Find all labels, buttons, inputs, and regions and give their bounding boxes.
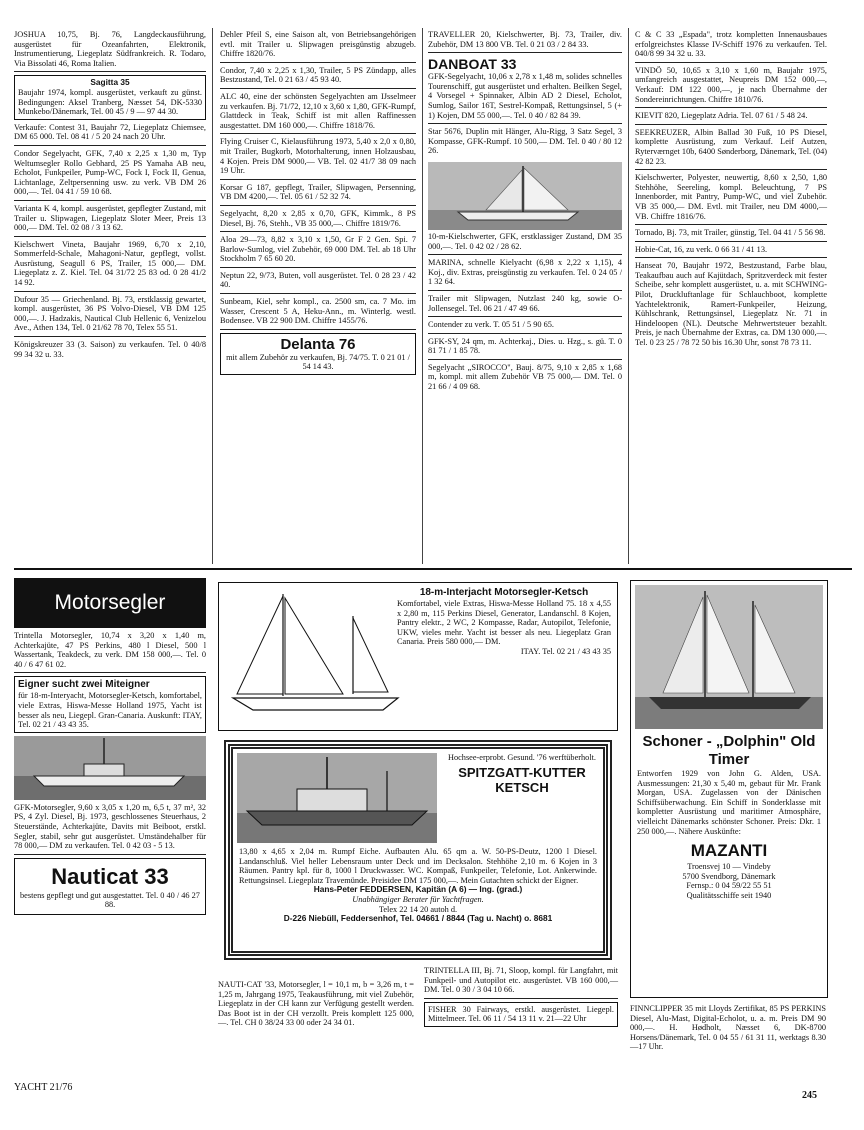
interjacht-text: Komfortabel, viele Extras, Hiswa-Messe Holland 75. 18 x 4,55 x 2,80 m, 115 Perkins Diesel, Generator, Landanschl. 8 Kojen, Pantry elektr., 2 WC, 2 Kompasse, Radar, Autopilot, Telefonie, UKW, vieles mehr. Yacht ist besser als neu. Liegeplatz Gran Canaria. Preis 580 000,— DM. xyxy=(397,599,611,647)
interjacht-contact: ITAY. Tel. 02 21 / 43 43 35 xyxy=(520,646,611,656)
classified-ad: ALC 40, eine der schönsten Segelyachten am IJsselmeer zu verkaufen. Bj. 71/72, 12,10 x 3,60 x 1,80, GFK-Rumpf, Glattdeck in Teak, Schiff ist mit allen Raffinessen ausgestattet. DM 160 000,—. Chiffre 1818/76. xyxy=(220,92,416,134)
motorsegler-photo xyxy=(14,736,206,800)
sailboat-photo xyxy=(428,162,622,230)
spitzgatt-dealer: Hans-Peter FEDDERSEN, Kapitän (A 6) — Ing. (grad.) xyxy=(313,884,523,895)
column-4 xyxy=(635,30,827,354)
classified-ad: MARINA, schnelle Kielyacht (6,98 x 2,22 x 1,15), 4 Koj., div. Extras, preisgünstig zu verkaufen. Tel. 0 24 05 / 1 32 64. xyxy=(428,258,622,291)
delanta-text: mit allem Zubehör zu verkaufen, Bj. 74/75. T. 0 21 01 / 54 14 43. xyxy=(226,352,410,372)
eigner-text: für 18-m-Interyacht, Motorsegler-Ketsch, komfortabel, viele Extras, Hiswa-Messe Holland 1975, Yacht ist besser als neu, Liegepl. Gran-Canaria. Auskunft: ITAY, Tel. 02 21 / 43 43 35. xyxy=(18,691,202,730)
classified-ad: Aloa 29—73, 8,82 x 3,10 x 1,50, Gr F 2 Gen. Spi. 7 Barlow-Sumlog, viel Zubehör, 69 000 DM. Tel. ab 18 Uhr Stockholm 7 65 60 20. xyxy=(220,235,416,268)
column-divider xyxy=(212,28,213,564)
classified-ad: Trailer mit Slipwagen, Nutzlast 240 kg, sowie O-Jollensegel. Tel. 06 21 / 47 49 66. xyxy=(428,294,622,317)
classified-ad: Condor, 7,40 x 2,25 x 1,30, Trailer, 5 PS Zündapp, alles Bestzustand, Tel. 0 21 63 / 45 93 40. xyxy=(220,66,416,89)
column-divider xyxy=(628,28,629,564)
column-2 xyxy=(220,30,416,378)
star-ad: Star 5676, Duplin mit Hänger, Alu-Rigg, 3 Satz Segel, 3 Kompasse, GFK-Rumpf. 10 500,— DM. Tel. 0 40 / 80 12 26. xyxy=(428,127,622,156)
classified-ad: VINDÖ 50, 10,65 x 3,10 x 1,60 m, Baujahr 1975, umfangreich ausgestattet, Neupreis DM 152 000,—, Verkauf: DM 122 000,—, je nach Übernahme der Sondereinrichtungen. Chiffre 1810/76. xyxy=(635,66,827,108)
spitzgatt-intro: Hochsee-erprobt. Gesund. '76 werftüberholt. xyxy=(447,753,597,762)
classified-ad: Dufour 35 — Griechenland. Bj. 73, erstklassig gewartet, kompl. ausgerüstet, 36 PS Volvo-Diesel, VB DM 125 000,—. J. Hadzakis, Nautical Club Hellenic 6, Venizelou Ave., Athen 134, Tel. 0 21/62 78 70, Telex 55 51. xyxy=(14,295,206,337)
kutter-photo xyxy=(237,753,437,843)
finnclipper-ad: FINNCLIPPER 35 mit Lloyds Zertifikat, 85 PS PERKINS Diesel, Alu-Mast, Digital-Echolot, u. a. m. Preis DM 90 000,—. H. Hødholt, Næsset 6, DK-8700 Horsens/Dänemark, Tel. 0 04 55 / 61 31 11, werktags 8.30—17 Uhr. xyxy=(630,1004,826,1052)
lower-column-1 xyxy=(14,578,206,915)
classified-ad: Korsar G 187, gepflegt, Trailer, Slipwagen, Persenning, VB DM 4200,—. Tel. 05 61 / 52 32 74. xyxy=(220,183,416,206)
interjacht-text-block xyxy=(397,587,611,657)
classified-ad: Hanseat 70, Baujahr 1972, Bestzustand, Farbe blau, Teakaufbau auch auf Kajütdach, Spritzverdeck mit fester Scheibe, sehr komplett ausgerüstet, u. a. mit SCHWING-Pilot, Druckluftanlage für Schlauchboot, komplette Yachtelektronik, Ramert-Funkpeiler, Heizung, Kühlschrank, Rettungsinsel, Liegeplatz Nr. 71 in Hindeloopen (NL). Deutsche Mehrwertsteuer bezahlt. Preis, je nach Übernahme der Extras, ca. DM 130 000,—. Tel. 0 23 25 / 78 72 50 bis 16.30 Uhr, sonst 78 73 11. xyxy=(635,261,827,348)
spitzgatt-spec: 13,80 x 4,65 x 2,04 m. Rumpf Eiche. Aufbauten Alu. 65 qm a. W. 50-PS-Deutz, 1200 l Diesel. Landanschluß. Viel heller Lebensraum unter Deck und im Decksalon. Stehhöhe 2,10 m. 6 Kojen in 3 Räumen. Pantry kpl. für 8, 1000 l Druckwasser. WC. Kompaß, Funkpeiler, Telefonie, Lot. Ankerwinde. Rettungsinsel. Liegeplatz Travemünde. Preisidee DM 175 000,—. Mein Gutachten schickt der Eigner. xyxy=(239,847,597,885)
schoner-text-block xyxy=(637,733,821,901)
nauticat-ad-column xyxy=(218,980,414,1034)
nauticat-box xyxy=(14,858,206,915)
mazanti-line-1: Troensvej 10 — Vindeby xyxy=(687,862,771,872)
schoner-photo xyxy=(635,585,823,729)
schoner-text: Entworfen 1929 von John G. Alden, USA. Ausmessungen: 21,30 x 5,40 m, gebaut für Mr. Frank Morgan, USA. Zugelassen von der Dänischen Schiffsüberwachung. Ein Schiff in Sonderklasse mit kompletter Ausrüstung und maritimer Atmosphäre, vielleicht Dänemarks schönster Schoner. Preis: Dkr. 1 250 000,—. Nähere Auskünfte: xyxy=(637,769,821,836)
spitzgatt-dealer-2: Unabhängiger Berater für Yachtfragen. xyxy=(352,894,484,904)
classified-ad: Varianta K 4, kompl. ausgerüstet, gepflegter Zustand, mit Trailer u. Slipwagen, Liegeplatz Sloter Meer, Preis 13 000,— DM. Tel. 02 08 / 3 13 62. xyxy=(14,204,206,237)
classified-ad: Königskreuzer 33 (3. Saison) zu verkaufen. Tel. 0 40/8 99 34 32 u. 33. xyxy=(14,340,206,359)
ketch-drawing xyxy=(223,586,423,726)
mazanti-line-3: Fernsp.: 0 04 59/22 55 51 xyxy=(686,881,772,891)
trintella-3-ad: TRINTELLA III, Bj. 71, Sloop, kompl. für Langfahrt, mit Funkpeil- und Autopilot etc. ausgerüstet. VB 160 000,— DM. Tel. 0 30 / 3 04 10 66. xyxy=(424,966,618,999)
gfk-motorsegler-ad: GFK-Motorsegler, 9,60 x 3,05 x 1,20 m, 6,5 t, 37 m², 32 PS, 4 Zyl. Diesel, Bj. 1973, geschlossenes Steuerhaus, 2 Steuerstände, Achterkajüte, Davits mit Beiboot, erstkl. Segler, stabil, sehr gut ausgerüstet. Umständehalber für 78 000,— DM zu verkaufen. Tel. 0 42 03 - 5 13. xyxy=(14,803,206,855)
mazanti-title: MAZANTI xyxy=(690,841,768,861)
fisher-ad: FISHER 30 Fairways, erstkl. ausgerüstet. Liegepl. Mittelmeer. Tel. 06 11 / 54 13 11 v. 21—22 Uhr xyxy=(424,1002,618,1027)
nauticat-text: bestens gepflegt und gut ausgestattet. Tel. 0 40 / 46 27 88. xyxy=(20,890,200,910)
spitzgatt-box xyxy=(228,744,608,956)
section-rule xyxy=(14,568,852,570)
sagitta-ad xyxy=(14,75,206,119)
schoner-title: Schoner - „Dolphin" Old Timer xyxy=(642,733,816,768)
motorsegler-image xyxy=(14,736,206,800)
delanta-title: Delanta 76 xyxy=(280,335,356,353)
kielschwerter-ad: 10-m-Kielschwerter, GFK, erstklassiger Zustand, DM 35 000,—. Tel. 0 42 02 / 28 62. xyxy=(428,232,622,255)
classified-ad: Segelyacht, 8,20 x 2,85 x 0,70, GFK, Kimmk., 8 PS Diesel, Bj. 76, Stehh., VB 35 000,—. Chiffre 1819/76. xyxy=(220,209,416,232)
column-divider xyxy=(422,28,423,564)
finnclipper-column xyxy=(630,1004,826,1058)
sagitta-text: Baujahr 1974, kompl. ausgerüstet, verkauft zu günst. Bedingungen: Aksel Tranberg, Næsset 54, DK-5330 Munkebo/Dänemark, Tel. 00 45 / 9 — 97 44 30. xyxy=(18,87,202,117)
schoner-box xyxy=(630,580,828,998)
motorsegler-banner: Motorsegler xyxy=(14,578,206,628)
column-1 xyxy=(14,30,206,365)
spitzgatt-intro-block xyxy=(447,753,597,797)
danboat-title: DANBOAT 33 xyxy=(428,56,517,73)
nauticat-ad: NAUTI-CAT '33, Motorsegler, l = 10,1 m, b = 3,26 m, t = 1,25 m, Jahrgang 1975, Teakausführung, mit viel Zubehör, Liegeplatz in der CH kann zur Verfügung gestellt werden. Das Boot ist in der CH verzollt. Preis komplett 125 000,—. Tel. CH 0 38/24 33 00 oder 24 34 01. xyxy=(218,980,414,1028)
interjacht-box xyxy=(218,582,618,731)
classified-ad: Hobie-Cat, 16, zu verk. 0 66 31 / 41 13. xyxy=(635,245,827,259)
kutter-image xyxy=(237,753,437,843)
page-number: 245 xyxy=(802,1090,817,1101)
eigner-title: Eigner sucht zwei Miteigner xyxy=(18,679,150,691)
classified-ad: SEEKREUZER, Albin Ballad 30 Fuß, 10 PS Diesel, komplette Ausrüstung, zum Verkauf. Leif Autzen, Ryterværnget 10b, 6400 Sønderborg, Dänemark, Tel. (04) 42 82 23. xyxy=(635,128,827,170)
sagitta-title: Sagitta 35 xyxy=(90,77,130,88)
classified-ad: Sunbeam, Kiel, sehr kompl., ca. 2500 sm, ca. 7 Mo. im Wasser, Crescent 5 A, Heku-Ann., m. Winterlg. westl. Bodensee. VB 22 900 DM. Chiffre 1455/76. xyxy=(220,297,416,330)
spitzgatt-address: D-226 Niebüll, Feddersenhof, Tel. 04661 / 8844 (Tag u. Nacht) o. 8681 xyxy=(283,913,553,924)
eigner-ad xyxy=(14,676,206,732)
interjacht-title: 18-m-Interjacht Motorsegler-Ketsch xyxy=(419,587,589,598)
trintella-column xyxy=(424,966,618,1030)
mazanti-line-2: 5700 Svendborg, Dänemark xyxy=(682,871,776,881)
nauticat-title: Nauticat 33 xyxy=(51,863,169,889)
footer-magazine: YACHT 21/76 xyxy=(14,1082,73,1093)
classified-ad: TRAVELLER 20, Kielschwerter, Bj. 73, Trailer, div. Zubehör, DM 13 800 VB. Tel. 0 21 03 / 2 84 33. xyxy=(428,30,622,53)
classified-ad: KIEVIT 820, Liegeplatz Adria. Tel. 07 61 / 5 48 24. xyxy=(635,111,827,125)
classified-ad: Kielschwert Vineta, Baujahr 1969, 6,70 x 2,10, Sommerfeld-Schale, Mahagoni-Natur, gepflegt, vollst. Ausrüstung, Seagull 6 PS, Trailer, 15 000,— DM. Liegeplatz z. Z. Kiel. Tel. 04 31/72 25 83 od. 0 28 41/2 14 92. xyxy=(14,240,206,292)
classified-ad: Condor Segelyacht, GFK, 7,40 x 2,25 x 1,30 m, Typ Weltumsegler Rollo Gebhard, 25 PS Yamaha AB neu, Echolot, Funkpeiler, Pump-WC, Fock I, Fock II, Genua, Lichtanlage, Zeltpersenning usw. zu verk. VB DM 26 000,—. Tel. 04 41 / 59 10 68. xyxy=(14,149,206,201)
sailboat-image xyxy=(428,162,622,230)
classified-ad: Neptun 22, 9/73, Buten, voll ausgerüstet. Tel. 0 28 23 / 42 40. xyxy=(220,271,416,294)
spitzgatt-title: SPITZGATT-KUTTER KETSCH xyxy=(458,764,586,795)
column-3 xyxy=(428,30,622,398)
classified-ad: Kielschwerter, Polyester, neuwertig, 8,60 x 2,50, 1,80 Stehhöhe, Seereling, kompl. Beleuchtung, 7 PS Innenborder, mit Pantry, Pump-WC, und viel Zubehör. VB 35 000,— DM. Evtl. mit Trailer, neu DM 4000,— VB. Chiffre 1816/76. xyxy=(635,173,827,225)
schoner-image xyxy=(635,585,823,729)
classified-ad: Dehler Pfeil S, eine Saison alt, von Betriebsangehörigen evtl. mit Trailer u. Slipwagen preisgünstig abzugeb. Chiffre 1820/76. xyxy=(220,30,416,63)
classified-ad: Segelyacht „SIROCCO", Bauj. 8/75, 9,10 x 2,85 x 1,68 m, kompl. mit allem Zubehör VB 75 000,— DM. Tel. 0 21 66 / 4 09 68. xyxy=(428,362,622,392)
spitzgatt-telex: Telex 22 14 20 autoh d. xyxy=(378,904,458,914)
classified-ad: Verkaufe: Contest 31, Baujahr 72, Liegeplatz Chiemsee, DM 65 000. Tel. 08 41 / 5 20 24 nach 20 Uhr. xyxy=(14,123,206,146)
danboat-ad xyxy=(428,56,622,124)
classified-ad: Flying Cruiser C, Kielausführung 1973, 5,40 x 2,0 x 0,80, mit Trailer, Bugkorb, Motorhalterung, innen Holzausbau, 4 Kojen. Preis DM 9000,— VB. Tel. 02 41/7 38 09 nach 19 Uhr. xyxy=(220,137,416,179)
classified-ad: JOSHUA 10,75, Bj. 76, Langdeckausführung, ausgerüstet für Ozeanfahrten, Elektronik, Instrumentierung, Liegeplatz Südfrankreich. R. Todaro, Via Bissolati 46, Roma Italien. xyxy=(14,30,206,72)
trintella-ad: Trintella Motorsegler, 10,74 x 3,20 x 1,40 m, Achterkajüte, 47 PS Perkins, 480 l Diesel, 500 l Wassertank, Teakdeck, zu verk. DM 158 000,—. Tel. 0 40 / 6 47 61 02. xyxy=(14,631,206,673)
classified-ad: Contender zu verk. T. 05 51 / 5 90 65. xyxy=(428,320,622,334)
classified-ad: C & C 33 „Espada", trotz kompletten Innenausbaues erfolgreichstes Klasse IV-Schiff 1976 zu verkaufen. Tel. 040/8 99 34 32 u. 33. xyxy=(635,30,827,63)
classified-ad: GFK-SY, 24 qm, m. Achterkaj., Dies. u. Hzg., s. gü. T. 0 81 71 / 1 85 78. xyxy=(428,337,622,360)
delanta-ad xyxy=(220,333,416,375)
danboat-text: GFK-Segelyacht, 10,06 x 2,78 x 1,48 m, solides schnelles Tourenschiff, gut ausgerüstet und erhalten. Beilken Segel, 4 Vorsegel + Spinnaker, Albin AD 2 Diesel, Echolot, Sumlog, Sailor 16T, Sestrel-Kompaß, Rettungsinsel, 5 (+ 1) Kojen, DM 55 000,—. Tel. 0 40 / 82 84 39. xyxy=(428,72,622,120)
classified-ad: Tornado, Bj. 73, mit Trailer, günstig, Tel. 04 41 / 5 56 98. xyxy=(635,228,827,242)
spitzgatt-body xyxy=(239,847,597,924)
mazanti-line-4: Qualitätsschiffe seit 1940 xyxy=(686,890,772,900)
